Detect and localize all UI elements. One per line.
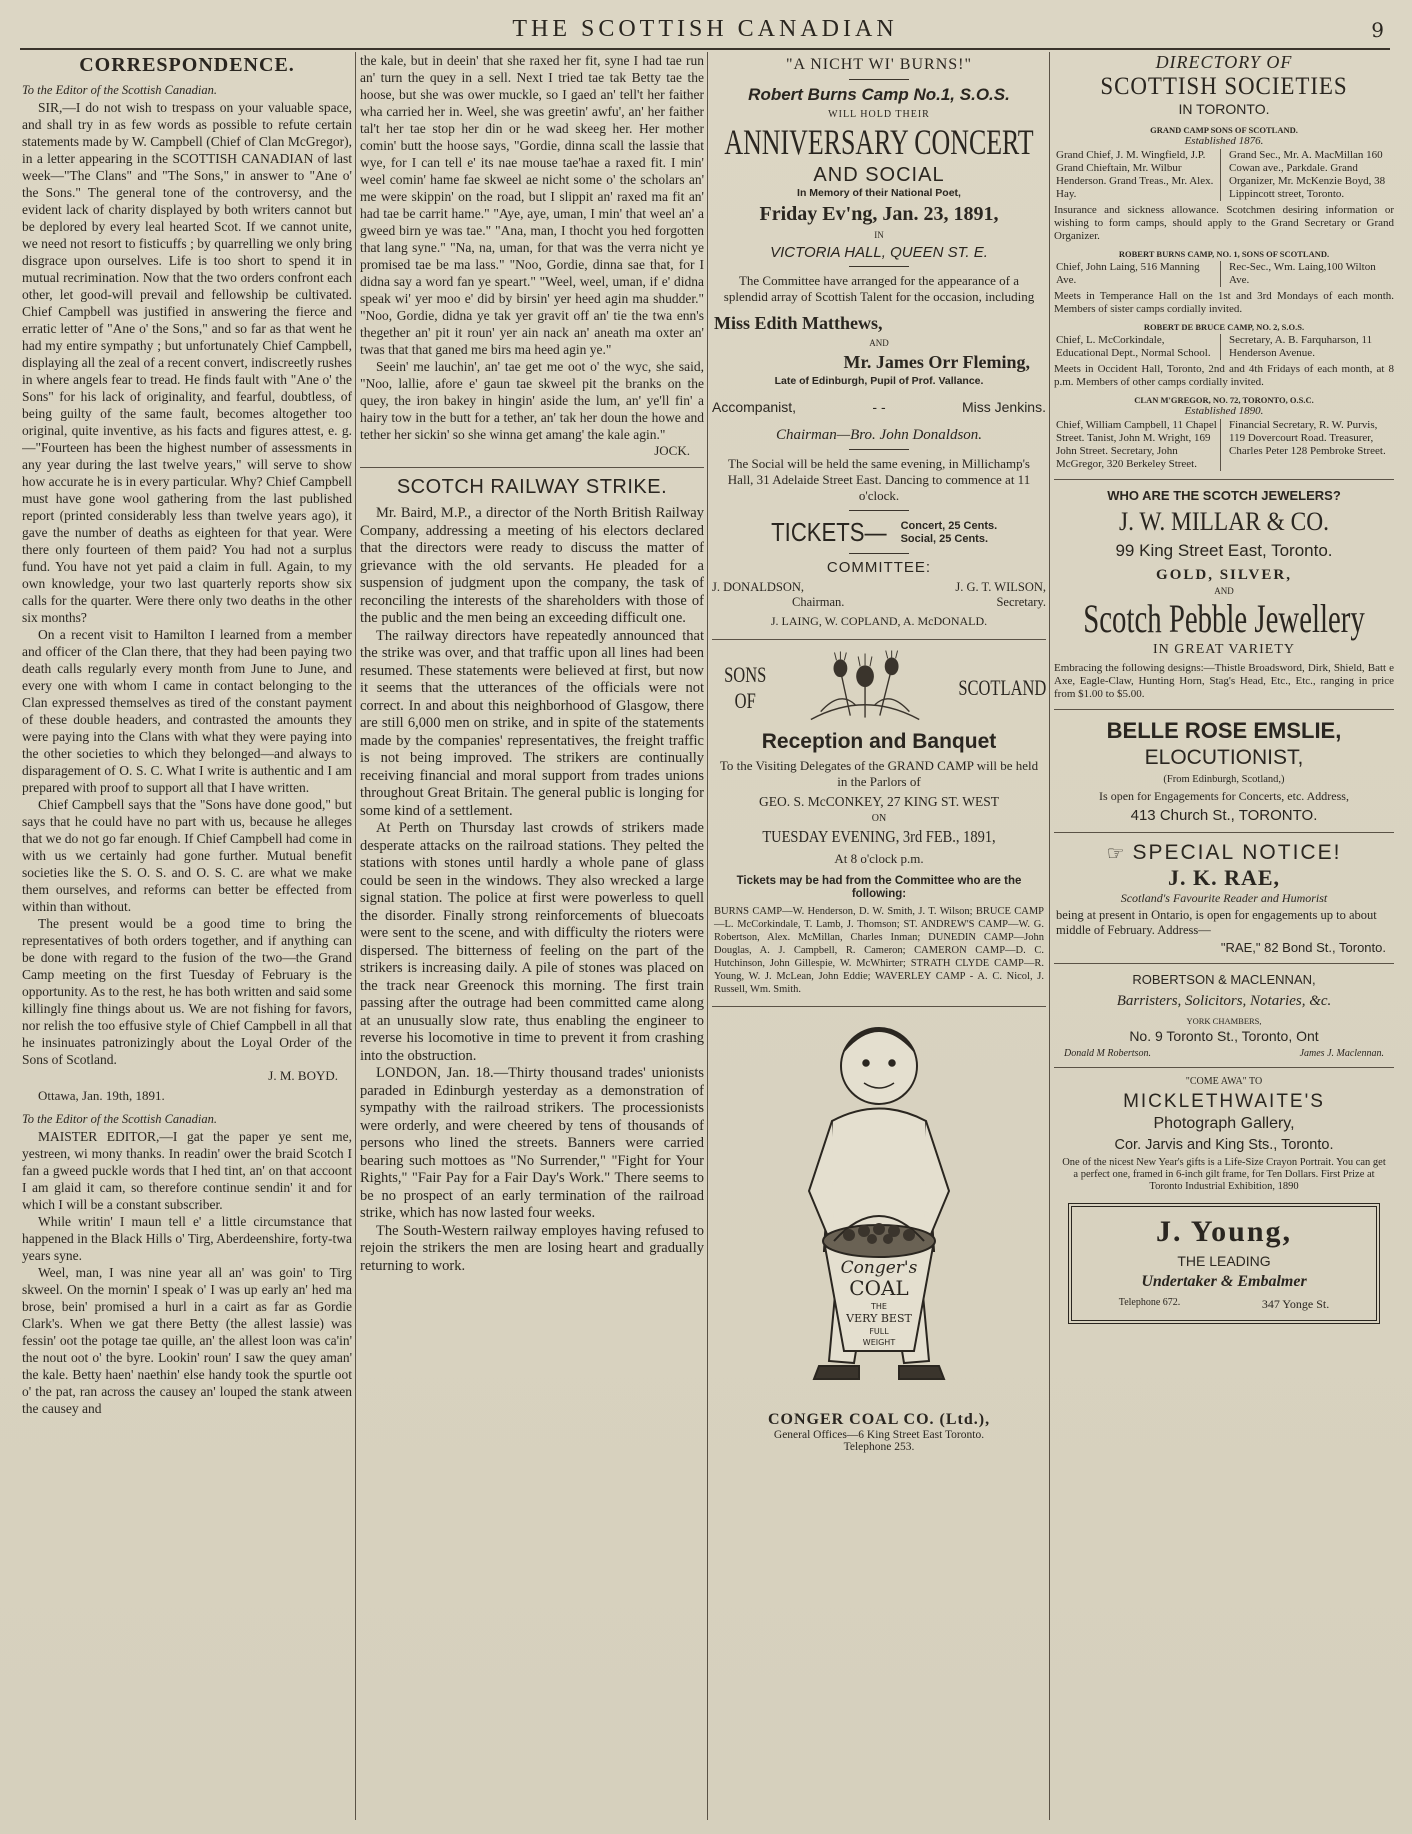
column-letter-and-strike [360,52,704,1820]
divider [712,639,1046,640]
officer-list: Rec-Sec., Wm. Laing,100 Wilton Ave. [1229,261,1376,286]
ad-kicker: WHO ARE THE SCOTCH JEWELERS? [1107,488,1341,503]
paragraph: The South-Western railway employes having refused to rejoin the strikers the men are losing heart and gradually returning to work. [360,1222,704,1274]
paragraph: Seein' me lauchin', an' tae get me oot o' the wyc, she said, "Noo, lallie, afore e' gaun tae skweel pit the branks on the quey, the iron bakey in hingin' aside the lum, an' ye'll fin' a hairy tow in the butt for a tether, an' tak her doun the howe and tether her sickin' so she winna get amang' the kale agin." [360,359,704,442]
column-advertisements-right [1054,52,1394,1820]
paragraph: On a recent visit to Hamilton I learned from a member and officer of the Clan there, that they had been paying two death calls regularly every month from June to June, and every one with whom I came in contact belonging to the Clan expressed themselves as tired of the constant payment of these double headers, and contrasted the amounts they were paying into the Clans with what they were paying into the other societies to which they belonged—and always to disparagement of O. S. C. What I write is authentic and I am prepared with proof to support all that I have written. [22,627,352,795]
committee-member: J. G. T. WILSON, [955,580,1046,594]
letter-jock [22,1128,352,1417]
ad-line: YORK CHAMBERS, [1186,1016,1262,1026]
ad-line: IN GREAT VARIETY [1152,642,1295,657]
ticket-price: Concert, 25 Cents. [900,519,998,532]
divider [849,266,909,267]
paragraph: The railway directors have repeatedly announced that the strike was over, and that traffic upon all lines had been resumed. These statements were believed at first, but now it seems that the utterances of the officials were not correct. In and about this neighborhood of Glasgow, there are still 6,000 men on strike, and in spite of the statements made by the companies' representatives, the freight traffic is not being improved. The strikers are continually receiving financial and moral support from trades unions throughout Great Britain. The general public is longing for some kind of a settlement. [360,627,704,819]
officer-list: Chief, William Campbell, 11 Chapel Street. Tanist, John M. Wright, 169 John Street. Secretary, John McGregor, 320 Berkeley Street. [1054,419,1221,471]
accompanist-label: Accompanist, [712,399,797,415]
ad-kicker: "COME AWA" TO [1185,1076,1263,1087]
reader-name: J. K. RAE, [1167,865,1281,890]
officer-list: Financial Secretary, R. W. Purvis, 119 Dovercourt Road. Treasurer, Charles Peter 128 Pembroke Street. [1229,419,1386,457]
signature-jock: JOCK. [654,443,690,458]
basket-text: FULL [869,1327,889,1336]
reader-address: "RAE," 82 Bond St., Toronto. [1220,940,1386,955]
society-name: ROBERT DE BRUCE CAMP, NO. 2, S.O.S. [1143,322,1305,332]
elocutionist-address: 413 Church St., TORONTO. [1130,807,1318,824]
sons-left: SONS OF [724,662,767,713]
ad-line: Is open for Engagements for Concerts, etc. Address, [1099,789,1349,803]
divider [1054,1067,1394,1068]
reader-tagline: Scotland's Favourite Reader and Humorist [1120,891,1328,905]
ad-line: Tickets may be had from the Committee who are the following: [736,875,1022,900]
letter-salutation: To the Editor of the Scottish Canadian. [22,1112,218,1126]
concert-date: Friday Ev'ng, Jan. 23, 1891, [759,203,999,225]
ad-line: (From Edinburgh, Scotland,) [1163,774,1285,785]
undertaker-name: J. Young, [1155,1215,1293,1248]
society-note: Insurance and sickness allowance. Scotchmen desiring information or wishing to form camps, should apply to the Grand Secretary or Grand Organizer. [1054,204,1394,242]
undertaker-phone: Telephone 672. [1118,1297,1181,1308]
ad-line: Late of Edinburgh, Pupil of Prof. Vallance. [774,375,984,387]
basket-text: VERY BEST [846,1312,912,1325]
officer-list: Secretary, A. B. Farquharson, 11 Henderson Avenue. [1229,334,1373,359]
society-name: ROBERT BURNS CAMP, NO. 1, SONS OF SCOTLAND. [1118,249,1330,259]
committee-members: J. LAING, W. COPLAND, A. McDONALD. [770,614,988,628]
undertaker-trade: Undertaker & Embalmer [1141,1273,1307,1290]
ad-line: AND SOCIAL [813,164,945,186]
committee-role: Chairman. [792,595,845,609]
column-advertisements-center [712,52,1046,1820]
paragraph: the kale, but in deein' that she raxed her fit, syne I had tae run an' turn the quey in a sell. Next I tried tae tak Betty tae the hoose, but she was ower muckle, so I gaed an' tell't her faither wha carried her in. Weel, she was greetin' awfu', an' her faither tal't her tae stop her din or he wad skeeg her. Her mother comin' butt the hoose says, "Gordie, dinna scall the lassie that wye, for I can tell e' its nae mouse tae'hae a raxed fit. I min' weel comin' hame fae skweel ae nicht some o' the scholars an' me were skippin' on the road, but I slippit an' raxed ma fit an' had tae be carrit hame." "Aye, aye, uman, I min' that weel an' a gweed birn ye was tae." "Ana, man, I thocht you hed forgotten that lang syne." "Na, na, uman, for that was the verra nicht ye promised tae be ma lass." "Noo, Gordie, dinna sae that, for I didna say a word fan ye speart." "Weel, weel, uman, if e' didna speak wi' yer moo e' did by birsin' yer heed agin ma shudder." "Noo, Gordie, didna ye tak yer gravit off an' tie the twa enn's thegether an' pit it roun' yer ain nack an' aneath ma oxter an' twas that that ganed me birs ma heed agin ye." [360,53,704,357]
paragraph: At Perth on Thursday last crowds of strikers made desperate attacks on the railroad stations. They pelted the stations with stones until hardly a whole pane of glass could be seen in the windows. They also wrecked a large signal station. The police at first were powerless to quell the disorder. Finally strong reinforcements of bluecoats were sent to the scene, and with difficulty the rioters were dispersed. The bitterness of feeling on the part of the strikers is increasing daily. A pile of stones was placed on the track near Greenock this morning. The first train passing after the outrage had been committed came along at an unusually slow rate, thus enabling the engineer to reverse his locomotive in time to prevent it from crashing into the obstruction. [360,820,704,1064]
law-firm-address: No. 9 Toronto St., Toronto, Ont [1129,1028,1319,1044]
sons-of-scotland-ad [712,650,1046,996]
elocutionist-name: BELLE ROSE EMSLIE, [1106,718,1342,743]
society-established: Established 1876. [1184,135,1264,147]
ad-line: The Committee have arranged for the appearance of a splendid array of Scottish Talent for the occasion, including [723,273,1035,304]
company-address: General Offices—6 King Street East Toronto. [773,1429,985,1441]
column-rule [355,52,356,1820]
partner-name: James J. Maclennan. [1299,1048,1384,1059]
illustration [712,1011,1046,1411]
company-name: CONGER COAL CO. (Ltd.), [767,1411,991,1428]
gallery-address: Cor. Jarvis and King Sts., Toronto. [1114,1137,1334,1153]
divider [1054,963,1394,964]
basket-text: WEIGHT [862,1338,896,1347]
divider [1054,832,1394,833]
signature-boyd: J. M. BOYD. [268,1068,338,1083]
ad-line: AND [1214,586,1234,596]
divider [849,449,909,450]
thistle-emblem-icon [801,650,929,726]
rae-ad [1054,841,1394,955]
ad-line: ON [871,813,887,824]
society-officers [1054,149,1394,201]
partner-name: Donald M Robertson. [1064,1048,1151,1059]
officer-list: Grand Chief, J. M. Wingfield, J.P. Grand Chieftain, Mr. Wilbur Henderson. Grand Treas., Mr. Alex. Hay. [1054,149,1221,201]
law-firm-profession: Barristers, Solicitors, Notaries, &c. [1116,993,1332,1009]
paragraph: While writin' I maun tell e' a little circumstance that happened in the Black Hills o' Tirg, Aberdeenshire, forty-twa years syne. [22,1214,352,1263]
officer-list: Chief, L. McCorkindale, Educational Dept., Normal School. [1054,334,1221,360]
notice-row [1054,841,1394,865]
divider [849,510,909,511]
committee-row [712,580,1046,610]
undertaker-address: 347 Yonge St. [1261,1297,1330,1311]
officer-list: Chief, John Laing, 516 Manning Ave. [1054,261,1221,287]
column-rule [1049,52,1050,1820]
company-phone: Telephone 253. [843,1441,915,1453]
tickets-label: TICKETS— [770,517,887,547]
paragraph: The present would be a good time to bring the representatives of both orders together, and if anything can be done with regard to the fusion of the two—the Grand Camp meeting on the first Tuesday of February is the opportunity. As to the rest, he has both written and said some killingly fine things about us. We are not fishing for favors, nor relish the too effusive style of Chief Campbell in all that he insinuates patronizingly about the Loyal Order of the Sons of Scotland. [22,916,352,1067]
ad-line: One of the nicest New Year's gifts is a Life-Size Crayon Portrait. You can get a perfect one, framed in 6-inch gilt frame, for Ten Dollars. First Prize at Toronto Industrial Exhibition, 1890 [1062,1157,1386,1192]
performer: Miss Edith Matthews, [714,313,883,333]
ad-line: In Memory of their National Poet, [797,187,961,199]
pointing-hand-icon: ☞ [1106,841,1125,865]
dateline: Ottawa, Jan. 19th, 1891. [38,1088,165,1103]
concert-title: ANNIVERSARY CONCERT [724,122,1034,162]
robertson-maclennan-ad [1054,972,1394,1059]
performer: Mr. James Orr Fleming, [843,352,1030,372]
society-name: CLAN M'GREGOR, NO. 72, TORONTO, O.S.C. [1134,395,1314,405]
banquet-title: Reception and Banquet [761,730,997,753]
divider [712,1006,1046,1007]
tickets-row [712,517,1046,548]
directory-title: SCOTTISH SOCIETIES [1100,73,1348,100]
ad-line: GEO. S. McCONKEY, 27 KING ST. WEST [758,794,999,809]
column-rule [707,52,708,1820]
burns-concert-ad [712,56,1046,629]
committee-label: COMMITTEE: [826,559,932,576]
divider [1054,479,1394,480]
divider [360,467,704,468]
special-notice: SPECIAL NOTICE! [1132,841,1342,864]
basket-text: Conger's [840,1258,918,1278]
ad-line: The Social will be held the same evening, in Millichamp's Hall, 31 Adelaide Street East. Dancing to commence at 11 o'clock. [727,456,1031,503]
millar-jewelers-ad [1054,488,1394,701]
ad-line: To the Visiting Delegates of the GRAND CAMP will be held in the Parlors of [719,758,1039,789]
ad-line: THE LEADING [1177,1253,1271,1269]
society-note: Meets in Temperance Hall on the 1st and 3rd Mondays of each month. Members of sister camps cordially invited. [1054,290,1394,315]
directory-of-societies [1054,52,1394,471]
newspaper-title: THE SCOTTISH CANADIAN [512,16,898,42]
chairman: Chairman—Bro. John Donaldson. [775,427,983,443]
gallery-type: Photograph Gallery, [1153,1115,1295,1132]
column-correspondence [22,52,352,1820]
basket-text: THE [871,1302,887,1311]
partners-row [1054,1044,1394,1059]
ad-line: AND [869,338,889,348]
jeweler-address: 99 King Street East, Toronto. [1115,541,1333,560]
page-number: 9 [1371,18,1384,42]
letter-salutation: To the Editor of the Scottish Canadian. [22,83,218,97]
paragraph: MAISTER EDITOR,—I gat the paper ye sent me, yestreen, wi mony thanks. In readin' ower the braid Scotch I fan a gweed puckle words that I hed tint, an' on that accoont I am glaid it cam, so therefore continue sendin' it and for which I will be a constant subscriber. [22,1129,352,1212]
divider [849,553,909,554]
boy-with-coal-basket-icon [754,1011,1004,1411]
accompanist-name: Miss Jenkins. [961,399,1046,415]
ad-line: GOLD, SILVER, [1156,567,1292,583]
ad-line: being at present in Ontario, is open for engagements up to about middle of February. Address— [1056,908,1377,937]
paragraph: Weel, man, I was nine year all an' was goin' to Tirg skweel. On the mornin' I speak o' I was up early an' hed ma brose, bein' promised a hurl in a cairt as far as Gordie Clark's. When we gat there Betty (the allest lassie) was fessin' oot the potage tae quille, an' the allest loon was ca'in' the nout oot o' the byre. Lookin' roun' I saw the quey aman' the kale. Betty haen' naethin' else handy took the spurtle oot o' the pat, ran across the causey an' louped the stank atween the causey and [22,1265,352,1416]
ticket-price: Social, 25 Cents. [900,532,989,545]
ad-line: IN [874,230,884,240]
paragraph: SIR,—I do not wish to trespass on your valuable space, and shall try in as few words as possible to refute certain statements made by W. Campbell (Chief of Clan McGregor), in a letter appearing in the SCOTTISH CANADIAN of last week—"The Clans" and "The Sons," in answer to "Ane o' the Sons." The general tone of the controversy, and the evident lack of charity displayed by both writers cannot but be deplored by every leal hearted Scot. If we cannot unite, we need not resort to fisticuffs ; by quarrelling we only bring disgrace upon ourselves. Life is too short to spend it in mutual recrimination. Now that the two orders confront each other, let good-will prevail and fellowship be cultivated. Chief Campbell was justified in answering the fierce and erratic letter of "Ane o' the Sons," and so far as that went he had my entire sympathy ; but unfortunately Chief Campbell, displaying all the zeal of a recent convert, indiscreetly rushes in where angels fear to tread. He finds fault with "Ane o' the Sons" for his lack of originality, and fearful, doubtless, of being guilty of the same fault, becomes altogether too original, quite inventive, as his facts and figures attest, e. g.—"Fourteen has been the highest number of assessments in any year during the last twelve years," will serve to show how accurate he is in every particular. Why? Chief Campbell must have gone wool gathering from the last published report (printed considerably less than twelve years ago), it gave the number of deaths as eighteen for that year. Were there only fourteen of them paid? You had not a surplus fund. You have not yet paid a claim in full. Again, to my own knowledge, your two last quarterly reports show six calls for the quarter. Were there only two deaths in the other six months? [22,100,352,625]
ad-line: Embracing the following designs:—Thistle Broadsword, Dirk, Shield, Batt e Axe, Eagle-Claw, Hunting Horn, Stag's Head, Etc., Etc., ranging in price from $1.00 to $5.00. [1054,662,1394,700]
letter-boyd [22,99,352,1068]
divider [1054,709,1394,710]
conger-coal-ad [712,1011,1046,1453]
young-undertaker-ad [1068,1203,1380,1324]
law-firm-name: ROBERTSON & MACLENNAN, [1132,972,1316,987]
sons-header [712,650,1046,726]
society-officers [1054,419,1394,471]
letter-jock-continued [360,52,704,443]
ad-line: WILL HOLD THEIR [828,109,930,120]
sons-right: SCOTLAND [957,675,1046,700]
pebble-jewellery-title: Scotch Pebble Jewellery [1083,596,1365,641]
committee-role: Secretary. [996,595,1046,609]
divider [849,79,909,80]
undertaker-contact [1078,1297,1370,1312]
paragraph: LONDON, Jan. 18.—Thirty thousand trades' unionists paraded in Edinburgh yesterday as a demonstration of sympathy with the railroad strikers. The processionists were orderly, and were cheered by tens of thousands of persons who lined the streets. Banners were carried bearing such mottoes as "No Surrender," "Fight for Your Rights," "Fair Pay for a Fair Day's Work." There seems to be no prospect of an early termination of the railroad strike, which has now lasted four weeks. [360,1065,704,1221]
strike-article [360,505,704,1275]
masthead [20,12,1390,50]
camp-name: Robert Burns Camp No.1, S.O.S. [748,85,1010,104]
banquet-time: At 8 o'clock p.m. [834,851,924,866]
banquet-date: TUESDAY EVENING, 3rd FEB., 1891, [762,827,996,846]
paragraph: Chief Campbell says that the "Sons have done good," but says that he could have no part with us, because he alleges that we do not go far enough. If Chief Campbell had come in with us we certainly had gone further. Mutual benefit societies like the S. O. S. and O. S. C. are what we make them ourselves, and reforms can better be effected from within than without. [22,797,352,914]
paragraph: Mr. Baird, M.P., a director of the North British Railway Company, addressing a meeting of his electors declared that the directors were ready to discuss the matter of grievance with the old servants. He pleaded for a suspension of judgment upon the company, the task of reconciling the interests of the shareholders with those of the public and the men being an exceeding difficult one. [360,505,704,626]
directory-title: IN TORONTO. [1178,101,1270,117]
strike-heading: SCOTCH RAILWAY STRIKE. [396,476,668,498]
accompanist-dashes: - - [872,399,886,415]
committee-list: BURNS CAMP—W. Henderson, D. W. Smith, J. T. Wilson; BRUCE CAMP—L. McCorkindale, T. Lamb, J. Thomson; ST. ANDREW'S CAMP—W. G. Robertson, Alex. McMillan, Charles Inman; DUNEDIN CAMP—John Douglas, A. J. Campbell, R. Cameron; CAMERON CAMP—D. C. Hutchinson, John Gillespie, W. McWhirter; STRATH CLYDE CAMP—R. Young, W. J. McLean, John Eddie; WAVERLEY CAMP - A. C. Nicol, J. Russell, Wm. Smith. [714,906,1044,995]
directory-title: DIRECTORY OF [1155,52,1293,72]
emslie-ad [1054,718,1394,824]
concert-venue: VICTORIA HALL, QUEEN ST. E. [770,244,988,261]
basket-text: COAL [849,1276,909,1300]
society-officers [1054,334,1394,360]
officer-list: Grand Sec., Mr. A. MacMillan 160 Cowan ave., Parkdale. Grand Organizer, Mr. McKenzie Boyd, 38 Lippincott street, Toronto. [1229,149,1386,200]
micklethwaite-ad [1054,1076,1394,1193]
jeweler-name: J. W. MILLAR & CO. [1119,507,1329,536]
elocutionist-title: ELOCUTIONIST, [1144,746,1304,769]
society-name: GRAND CAMP SONS OF SCOTLAND. [1150,125,1298,135]
accompanist-row [712,399,1046,415]
society-officers [1054,261,1394,287]
gallery-name: MICKLETHWAITE'S [1123,1091,1325,1112]
ad-kicker: "A NICHT WI' BURNS!" [785,56,973,73]
correspondence-heading: CORRESPONDENCE. [79,54,295,76]
society-note: Meets in Occident Hall, Toronto, 2nd and 4th Fridays of each month, at 8 p.m. Members of other camps cordially invited. [1054,363,1394,388]
society-established: Established 1890. [1184,405,1264,417]
committee-member: J. DONALDSON, [712,580,805,594]
